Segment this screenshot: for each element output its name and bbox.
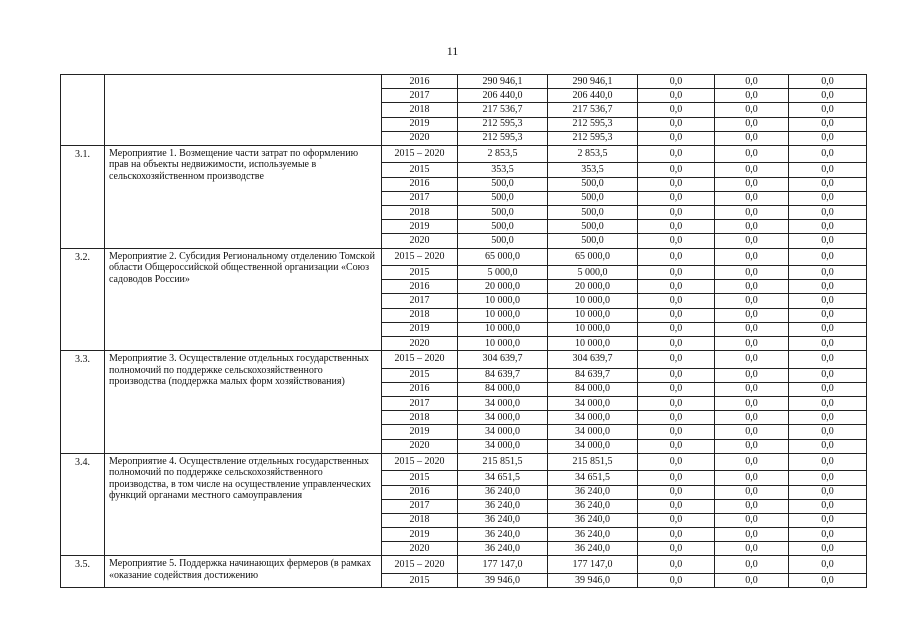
year-cell: 2016 bbox=[382, 382, 458, 396]
regional-budget-cell: 34 651,5 bbox=[548, 471, 638, 485]
local-budget-cell: 0,0 bbox=[715, 234, 789, 248]
total-cell: 290 946,1 bbox=[458, 75, 548, 89]
regional-budget-cell: 34 000,0 bbox=[548, 439, 638, 453]
local-budget-cell: 0,0 bbox=[715, 337, 789, 351]
local-budget-cell: 0,0 bbox=[715, 75, 789, 89]
regional-budget-cell: 36 240,0 bbox=[548, 513, 638, 527]
regional-budget-cell: 353,5 bbox=[548, 163, 638, 177]
total-cell: 353,5 bbox=[458, 163, 548, 177]
local-budget-cell: 0,0 bbox=[715, 248, 789, 266]
regional-budget-cell: 177 147,0 bbox=[548, 556, 638, 574]
table-body bbox=[61, 75, 867, 588]
year-cell: 2018 bbox=[382, 308, 458, 322]
total-cell: 5 000,0 bbox=[458, 266, 548, 280]
regional-budget-cell: 36 240,0 bbox=[548, 542, 638, 556]
other-sources-cell: 0,0 bbox=[789, 382, 867, 396]
total-cell: 84 639,7 bbox=[458, 368, 548, 382]
local-budget-cell: 0,0 bbox=[715, 294, 789, 308]
local-budget-cell: 0,0 bbox=[715, 411, 789, 425]
other-sources-cell: 0,0 bbox=[789, 322, 867, 336]
total-cell: 10 000,0 bbox=[458, 337, 548, 351]
federal-budget-cell: 0,0 bbox=[638, 485, 715, 499]
other-sources-cell: 0,0 bbox=[789, 266, 867, 280]
total-cell: 217 536,7 bbox=[458, 103, 548, 117]
other-sources-cell: 0,0 bbox=[789, 117, 867, 131]
local-budget-cell: 0,0 bbox=[715, 471, 789, 485]
local-budget-cell: 0,0 bbox=[715, 485, 789, 499]
measure-number: 3.3. bbox=[61, 351, 105, 454]
federal-budget-cell: 0,0 bbox=[638, 382, 715, 396]
local-budget-cell: 0,0 bbox=[715, 89, 789, 103]
measure-title: Мероприятие 1. Возмещение части затрат по оформлению прав на объекты недвижимости, используемые в сельскохозяйственном производстве bbox=[105, 145, 382, 248]
other-sources-cell: 0,0 bbox=[789, 542, 867, 556]
other-sources-cell: 0,0 bbox=[789, 191, 867, 205]
regional-budget-cell: 10 000,0 bbox=[548, 294, 638, 308]
local-budget-cell: 0,0 bbox=[715, 266, 789, 280]
year-cell: 2019 bbox=[382, 322, 458, 336]
regional-budget-cell: 34 000,0 bbox=[548, 425, 638, 439]
regional-budget-cell: 215 851,5 bbox=[548, 453, 638, 471]
year-cell: 2015 – 2020 bbox=[382, 351, 458, 369]
measure-number: 3.5. bbox=[61, 556, 105, 588]
regional-budget-cell: 217 536,7 bbox=[548, 103, 638, 117]
year-cell: 2015 – 2020 bbox=[382, 145, 458, 163]
total-cell: 36 240,0 bbox=[458, 513, 548, 527]
year-cell: 2019 bbox=[382, 117, 458, 131]
other-sources-cell: 0,0 bbox=[789, 280, 867, 294]
local-budget-cell: 0,0 bbox=[715, 573, 789, 587]
year-cell: 2017 bbox=[382, 397, 458, 411]
year-cell: 2015 bbox=[382, 471, 458, 485]
year-cell: 2019 bbox=[382, 220, 458, 234]
financing-table bbox=[60, 74, 867, 588]
year-cell: 2017 bbox=[382, 294, 458, 308]
regional-budget-cell: 500,0 bbox=[548, 206, 638, 220]
federal-budget-cell: 0,0 bbox=[638, 368, 715, 382]
year-cell: 2020 bbox=[382, 234, 458, 248]
federal-budget-cell: 0,0 bbox=[638, 513, 715, 527]
total-cell: 215 851,5 bbox=[458, 453, 548, 471]
other-sources-cell: 0,0 bbox=[789, 471, 867, 485]
total-cell: 212 595,3 bbox=[458, 117, 548, 131]
year-cell: 2019 bbox=[382, 528, 458, 542]
regional-budget-cell: 212 595,3 bbox=[548, 131, 638, 145]
regional-budget-cell: 10 000,0 bbox=[548, 308, 638, 322]
table-row bbox=[61, 248, 867, 266]
year-cell: 2016 bbox=[382, 485, 458, 499]
regional-budget-cell: 84 000,0 bbox=[548, 382, 638, 396]
other-sources-cell: 0,0 bbox=[789, 499, 867, 513]
other-sources-cell: 0,0 bbox=[789, 234, 867, 248]
regional-budget-cell: 65 000,0 bbox=[548, 248, 638, 266]
measure-title-cell bbox=[105, 75, 382, 146]
year-cell: 2018 bbox=[382, 513, 458, 527]
local-budget-cell: 0,0 bbox=[715, 499, 789, 513]
regional-budget-cell: 212 595,3 bbox=[548, 117, 638, 131]
total-cell: 10 000,0 bbox=[458, 322, 548, 336]
regional-budget-cell: 10 000,0 bbox=[548, 337, 638, 351]
regional-budget-cell: 36 240,0 bbox=[548, 485, 638, 499]
total-cell: 10 000,0 bbox=[458, 294, 548, 308]
other-sources-cell: 0,0 bbox=[789, 294, 867, 308]
total-cell: 212 595,3 bbox=[458, 131, 548, 145]
federal-budget-cell: 0,0 bbox=[638, 191, 715, 205]
other-sources-cell: 0,0 bbox=[789, 573, 867, 587]
table-row bbox=[61, 556, 867, 574]
year-cell: 2015 bbox=[382, 266, 458, 280]
total-cell: 500,0 bbox=[458, 177, 548, 191]
federal-budget-cell: 0,0 bbox=[638, 89, 715, 103]
regional-budget-cell: 500,0 bbox=[548, 234, 638, 248]
total-cell: 34 000,0 bbox=[458, 439, 548, 453]
regional-budget-cell: 20 000,0 bbox=[548, 280, 638, 294]
table-row bbox=[61, 75, 867, 89]
total-cell: 84 000,0 bbox=[458, 382, 548, 396]
measure-number: 3.4. bbox=[61, 453, 105, 556]
year-cell: 2015 bbox=[382, 163, 458, 177]
other-sources-cell: 0,0 bbox=[789, 351, 867, 369]
local-budget-cell: 0,0 bbox=[715, 145, 789, 163]
federal-budget-cell: 0,0 bbox=[638, 499, 715, 513]
other-sources-cell: 0,0 bbox=[789, 453, 867, 471]
year-cell: 2016 bbox=[382, 280, 458, 294]
federal-budget-cell: 0,0 bbox=[638, 131, 715, 145]
measure-title: Мероприятие 3. Осуществление отдельных государственных полномочий по поддержке сельскохозяйственного производства (поддержка малых форм хозяйствования) bbox=[105, 351, 382, 454]
regional-budget-cell: 206 440,0 bbox=[548, 89, 638, 103]
local-budget-cell: 0,0 bbox=[715, 513, 789, 527]
year-cell: 2015 bbox=[382, 368, 458, 382]
other-sources-cell: 0,0 bbox=[789, 425, 867, 439]
other-sources-cell: 0,0 bbox=[789, 368, 867, 382]
year-cell: 2018 bbox=[382, 206, 458, 220]
total-cell: 36 240,0 bbox=[458, 485, 548, 499]
regional-budget-cell: 84 639,7 bbox=[548, 368, 638, 382]
local-budget-cell: 0,0 bbox=[715, 220, 789, 234]
local-budget-cell: 0,0 bbox=[715, 163, 789, 177]
year-cell: 2017 bbox=[382, 499, 458, 513]
table-row bbox=[61, 145, 867, 163]
other-sources-cell: 0,0 bbox=[789, 177, 867, 191]
total-cell: 36 240,0 bbox=[458, 542, 548, 556]
regional-budget-cell: 34 000,0 bbox=[548, 411, 638, 425]
federal-budget-cell: 0,0 bbox=[638, 322, 715, 336]
local-budget-cell: 0,0 bbox=[715, 322, 789, 336]
federal-budget-cell: 0,0 bbox=[638, 308, 715, 322]
regional-budget-cell: 36 240,0 bbox=[548, 499, 638, 513]
year-cell: 2017 bbox=[382, 191, 458, 205]
total-cell: 39 946,0 bbox=[458, 573, 548, 587]
total-cell: 20 000,0 bbox=[458, 280, 548, 294]
federal-budget-cell: 0,0 bbox=[638, 528, 715, 542]
total-cell: 2 853,5 bbox=[458, 145, 548, 163]
local-budget-cell: 0,0 bbox=[715, 177, 789, 191]
total-cell: 65 000,0 bbox=[458, 248, 548, 266]
local-budget-cell: 0,0 bbox=[715, 191, 789, 205]
other-sources-cell: 0,0 bbox=[789, 528, 867, 542]
year-cell: 2018 bbox=[382, 103, 458, 117]
local-budget-cell: 0,0 bbox=[715, 280, 789, 294]
federal-budget-cell: 0,0 bbox=[638, 248, 715, 266]
table-row bbox=[61, 453, 867, 471]
local-budget-cell: 0,0 bbox=[715, 528, 789, 542]
regional-budget-cell: 39 946,0 bbox=[548, 573, 638, 587]
other-sources-cell: 0,0 bbox=[789, 89, 867, 103]
year-cell: 2015 bbox=[382, 573, 458, 587]
page-number: 11 bbox=[446, 44, 459, 58]
regional-budget-cell: 500,0 bbox=[548, 191, 638, 205]
local-budget-cell: 0,0 bbox=[715, 308, 789, 322]
regional-budget-cell: 304 639,7 bbox=[548, 351, 638, 369]
total-cell: 500,0 bbox=[458, 191, 548, 205]
local-budget-cell: 0,0 bbox=[715, 425, 789, 439]
federal-budget-cell: 0,0 bbox=[638, 266, 715, 280]
federal-budget-cell: 0,0 bbox=[638, 397, 715, 411]
measure-title: Мероприятие 4. Осуществление отдельных государственных полномочий по поддержке сельскохозяйственного производства, в том числе на осуществление управленческих функций органами местного самоуправления bbox=[105, 453, 382, 556]
measure-title: Мероприятие 2. Субсидия Региональному отделению Томской области Общероссийской общественной организации «Союз садоводов России» bbox=[105, 248, 382, 351]
federal-budget-cell: 0,0 bbox=[638, 425, 715, 439]
year-cell: 2020 bbox=[382, 131, 458, 145]
other-sources-cell: 0,0 bbox=[789, 556, 867, 574]
local-budget-cell: 0,0 bbox=[715, 117, 789, 131]
year-cell: 2019 bbox=[382, 425, 458, 439]
federal-budget-cell: 0,0 bbox=[638, 294, 715, 308]
federal-budget-cell: 0,0 bbox=[638, 573, 715, 587]
regional-budget-cell: 2 853,5 bbox=[548, 145, 638, 163]
local-budget-cell: 0,0 bbox=[715, 453, 789, 471]
total-cell: 206 440,0 bbox=[458, 89, 548, 103]
other-sources-cell: 0,0 bbox=[789, 145, 867, 163]
federal-budget-cell: 0,0 bbox=[638, 234, 715, 248]
total-cell: 34 000,0 bbox=[458, 425, 548, 439]
federal-budget-cell: 0,0 bbox=[638, 351, 715, 369]
local-budget-cell: 0,0 bbox=[715, 103, 789, 117]
total-cell: 304 639,7 bbox=[458, 351, 548, 369]
regional-budget-cell: 500,0 bbox=[548, 220, 638, 234]
federal-budget-cell: 0,0 bbox=[638, 145, 715, 163]
total-cell: 500,0 bbox=[458, 234, 548, 248]
year-cell: 2020 bbox=[382, 337, 458, 351]
local-budget-cell: 0,0 bbox=[715, 397, 789, 411]
total-cell: 34 000,0 bbox=[458, 397, 548, 411]
federal-budget-cell: 0,0 bbox=[638, 117, 715, 131]
other-sources-cell: 0,0 bbox=[789, 337, 867, 351]
federal-budget-cell: 0,0 bbox=[638, 439, 715, 453]
year-cell: 2018 bbox=[382, 411, 458, 425]
other-sources-cell: 0,0 bbox=[789, 220, 867, 234]
regional-budget-cell: 36 240,0 bbox=[548, 528, 638, 542]
other-sources-cell: 0,0 bbox=[789, 248, 867, 266]
year-cell: 2020 bbox=[382, 542, 458, 556]
total-cell: 34 651,5 bbox=[458, 471, 548, 485]
measure-number: 3.1. bbox=[61, 145, 105, 248]
total-cell: 36 240,0 bbox=[458, 499, 548, 513]
other-sources-cell: 0,0 bbox=[789, 411, 867, 425]
regional-budget-cell: 5 000,0 bbox=[548, 266, 638, 280]
year-cell: 2016 bbox=[382, 177, 458, 191]
other-sources-cell: 0,0 bbox=[789, 75, 867, 89]
federal-budget-cell: 0,0 bbox=[638, 471, 715, 485]
local-budget-cell: 0,0 bbox=[715, 556, 789, 574]
other-sources-cell: 0,0 bbox=[789, 103, 867, 117]
local-budget-cell: 0,0 bbox=[715, 382, 789, 396]
total-cell: 34 000,0 bbox=[458, 411, 548, 425]
total-cell: 500,0 bbox=[458, 220, 548, 234]
federal-budget-cell: 0,0 bbox=[638, 206, 715, 220]
local-budget-cell: 0,0 bbox=[715, 439, 789, 453]
federal-budget-cell: 0,0 bbox=[638, 542, 715, 556]
local-budget-cell: 0,0 bbox=[715, 542, 789, 556]
other-sources-cell: 0,0 bbox=[789, 163, 867, 177]
year-cell: 2016 bbox=[382, 75, 458, 89]
other-sources-cell: 0,0 bbox=[789, 513, 867, 527]
federal-budget-cell: 0,0 bbox=[638, 177, 715, 191]
local-budget-cell: 0,0 bbox=[715, 131, 789, 145]
other-sources-cell: 0,0 bbox=[789, 439, 867, 453]
regional-budget-cell: 10 000,0 bbox=[548, 322, 638, 336]
measure-title: Мероприятие 5. Поддержка начинающих фермеров (в рамках «оказание содействия достижению bbox=[105, 556, 382, 588]
total-cell: 500,0 bbox=[458, 206, 548, 220]
year-cell: 2020 bbox=[382, 439, 458, 453]
year-cell: 2015 – 2020 bbox=[382, 556, 458, 574]
measure-number-cell bbox=[61, 75, 105, 146]
federal-budget-cell: 0,0 bbox=[638, 411, 715, 425]
local-budget-cell: 0,0 bbox=[715, 368, 789, 382]
other-sources-cell: 0,0 bbox=[789, 206, 867, 220]
total-cell: 36 240,0 bbox=[458, 528, 548, 542]
federal-budget-cell: 0,0 bbox=[638, 220, 715, 234]
regional-budget-cell: 500,0 bbox=[548, 177, 638, 191]
total-cell: 10 000,0 bbox=[458, 308, 548, 322]
federal-budget-cell: 0,0 bbox=[638, 280, 715, 294]
regional-budget-cell: 290 946,1 bbox=[548, 75, 638, 89]
federal-budget-cell: 0,0 bbox=[638, 556, 715, 574]
year-cell: 2017 bbox=[382, 89, 458, 103]
federal-budget-cell: 0,0 bbox=[638, 75, 715, 89]
table-row bbox=[61, 351, 867, 369]
regional-budget-cell: 34 000,0 bbox=[548, 397, 638, 411]
other-sources-cell: 0,0 bbox=[789, 131, 867, 145]
measure-number: 3.2. bbox=[61, 248, 105, 351]
federal-budget-cell: 0,0 bbox=[638, 453, 715, 471]
federal-budget-cell: 0,0 bbox=[638, 163, 715, 177]
local-budget-cell: 0,0 bbox=[715, 206, 789, 220]
other-sources-cell: 0,0 bbox=[789, 397, 867, 411]
federal-budget-cell: 0,0 bbox=[638, 337, 715, 351]
total-cell: 177 147,0 bbox=[458, 556, 548, 574]
other-sources-cell: 0,0 bbox=[789, 308, 867, 322]
year-cell: 2015 – 2020 bbox=[382, 248, 458, 266]
federal-budget-cell: 0,0 bbox=[638, 103, 715, 117]
other-sources-cell: 0,0 bbox=[789, 485, 867, 499]
year-cell: 2015 – 2020 bbox=[382, 453, 458, 471]
local-budget-cell: 0,0 bbox=[715, 351, 789, 369]
